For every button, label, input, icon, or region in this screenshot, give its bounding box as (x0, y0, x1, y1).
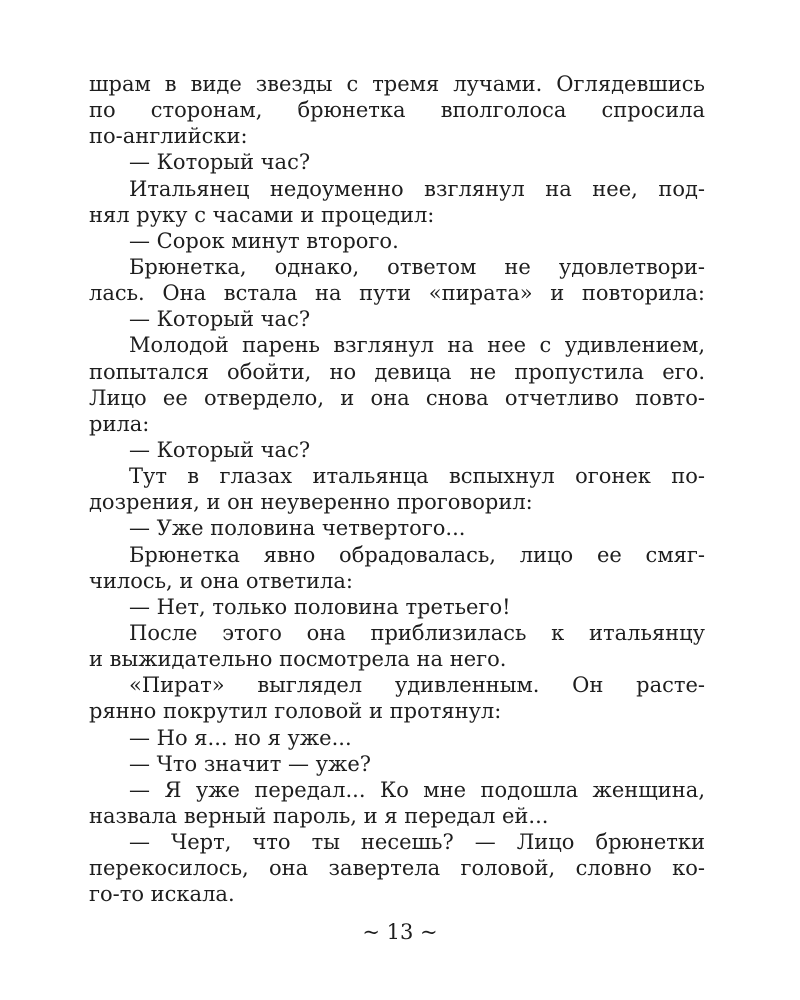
text-line: — Который час? (129, 437, 311, 462)
text-line: — Но я... но я уже... (129, 725, 352, 750)
text-line: «Пират» выглядел удивленным. Он расте- (129, 673, 705, 698)
text-line: дозрения, и он неуверенно проговорил: (89, 490, 533, 515)
text-line: — Нет, только половина третьего! (129, 594, 511, 619)
text-line: назвала верный пароль, и я передал ей... (89, 803, 549, 828)
text-line: — Черт, что ты несешь? — Лицо брюнетки (129, 830, 705, 855)
text-line: Тут в глазах итальянца вспыхнул огонек по- (129, 464, 705, 489)
text-line: перекосилось, она завертела головой, словно ко- (89, 856, 705, 881)
text-line: рянно покрутил головой и протянул: (89, 699, 502, 724)
text-line: — Который час? (129, 307, 311, 332)
text-line: — Что значит — уже? (129, 751, 372, 776)
text-line: лась. Она встала на пути «пирата» и повторила: (89, 281, 705, 306)
text-line: Брюнетка, однако, ответом не удовлетвори- (129, 254, 705, 279)
text-line: Итальянец недоуменно взглянул на нее, под- (129, 176, 705, 201)
text-line: попытался обойти, но девица не пропустила его. (89, 359, 705, 384)
text-line: и выжидательно посмотрела на него. (89, 647, 507, 672)
text-line: по сторонам, брюнетка вполголоса спросила (89, 98, 705, 123)
text-line: Брюнетка явно обрадовалась, лицо ее смяг- (129, 542, 705, 567)
text-line: нял руку с часами и процедил: (89, 202, 435, 227)
text-line: — Уже половина четвертого... (129, 516, 466, 541)
text-line: го-то искала. (89, 882, 235, 907)
text-line: Молодой парень взглянул на нее с удивлением, (129, 333, 705, 358)
text-line: — Я уже передал... Ко мне подошла женщина, (129, 777, 705, 802)
text-line: шрам в виде звезды с тремя лучами. Оглядевшись (89, 72, 705, 96)
text-line: Лицо ее отвердело, и она снова отчетливо повто- (89, 385, 705, 410)
page-number: ~ 13 ~ (362, 920, 438, 944)
text-line: рила: (89, 411, 150, 436)
body-text (89, 71, 705, 908)
text-line: чилось, и она ответила: (89, 568, 353, 593)
text-line: После этого она приблизилась к итальянцу (129, 620, 705, 645)
text-line: — Сорок минут второго. (129, 228, 399, 253)
text-line: по-английски: (89, 124, 248, 149)
text-line: — Который час? (129, 150, 311, 175)
